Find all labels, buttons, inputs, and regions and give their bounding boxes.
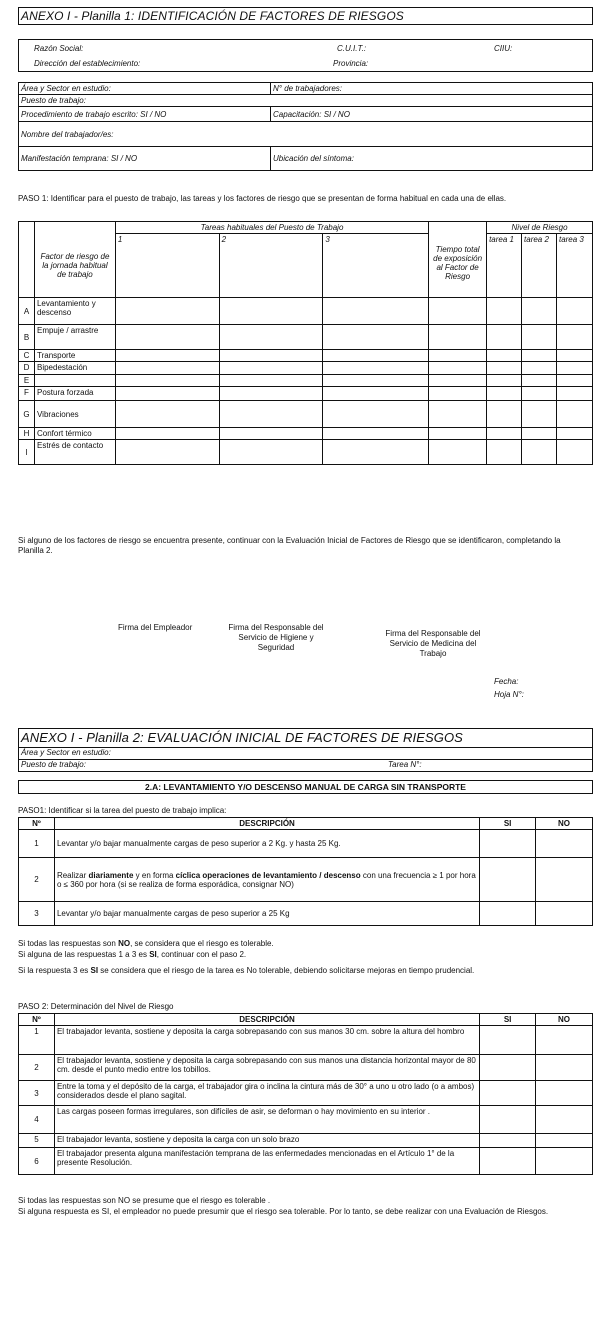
no-cell[interactable] bbox=[536, 1081, 593, 1106]
cell[interactable] bbox=[115, 362, 219, 375]
row-factor: Estrés de contacto bbox=[34, 440, 115, 465]
nivel-col-3: tarea 3 bbox=[556, 234, 592, 298]
row-letter: G bbox=[19, 401, 35, 428]
cuit-label: C.U.I.T.: bbox=[337, 44, 367, 53]
desc-part: Realizar bbox=[56, 870, 89, 880]
nivel-col-2: tarea 2 bbox=[522, 234, 557, 298]
razon-social-label: Razón Social: bbox=[34, 44, 84, 53]
table-row bbox=[19, 1081, 593, 1106]
tareas-header: Tareas habituales del Puesto de Trabajo bbox=[115, 222, 428, 234]
planilla2-header bbox=[18, 728, 593, 772]
cell[interactable] bbox=[219, 387, 323, 401]
row-number: 2 bbox=[19, 858, 55, 902]
cell[interactable] bbox=[522, 362, 557, 375]
cell[interactable] bbox=[556, 428, 592, 440]
row-number: 3 bbox=[19, 902, 55, 926]
no-cell[interactable] bbox=[536, 1106, 593, 1134]
cell[interactable] bbox=[219, 401, 323, 428]
text-bold: NO bbox=[118, 939, 131, 948]
nombre-trabajador-label: Nombre del trabajador/es: bbox=[21, 129, 114, 139]
col-si-header: SI bbox=[480, 818, 536, 830]
text-part: Si la respuesta 3 es bbox=[18, 966, 91, 975]
after-paso2-b: Si alguna respuesta es SI, el empleador no puede presumir que el riesgo sea tolerable. Por lo tanto, se debe realizar con una Evaluación de Riesgos. bbox=[18, 1207, 549, 1216]
row-factor: Postura forzada bbox=[34, 387, 115, 401]
tarea-n-label: Tarea N°: bbox=[388, 760, 422, 769]
n-trabajadores-field[interactable] bbox=[271, 83, 593, 95]
row-number: 2 bbox=[19, 1055, 55, 1081]
desc-bold: cíclica operaciones de levantamiento / descenso bbox=[175, 870, 361, 880]
row-number: 6 bbox=[19, 1148, 55, 1175]
firma-empleador: Firma del Empleador bbox=[118, 623, 193, 632]
cell[interactable] bbox=[522, 375, 557, 387]
cell[interactable] bbox=[323, 298, 429, 325]
no-cell[interactable] bbox=[536, 902, 593, 926]
cell[interactable] bbox=[522, 440, 557, 465]
row-factor: Confort térmico bbox=[34, 428, 115, 440]
area-sector-label: Área y Sector en estudio: bbox=[21, 84, 111, 93]
row-letter: I bbox=[19, 440, 35, 465]
after-paso1-b bbox=[18, 950, 246, 960]
work-info-table bbox=[18, 82, 593, 171]
cell[interactable] bbox=[487, 362, 522, 375]
paso1-instruction: PASO 1: Identificar para el puesto de trabajo, las tareas y los factores de riesgo que se presentan de forma habitual en cada una de ellas. bbox=[18, 194, 507, 203]
table-row bbox=[19, 1148, 593, 1175]
cell[interactable] bbox=[115, 401, 219, 428]
cell[interactable] bbox=[115, 387, 219, 401]
table-row bbox=[19, 1026, 593, 1055]
desc-bold: diariamente bbox=[88, 870, 134, 880]
nivel-col-1: tarea 1 bbox=[487, 234, 522, 298]
cell[interactable] bbox=[487, 375, 522, 387]
procedimiento-label: Procedimiento de trabajo escrito: SI / NO bbox=[21, 109, 167, 119]
cell[interactable] bbox=[556, 401, 592, 428]
si-cell[interactable] bbox=[480, 1106, 536, 1134]
text-part: Si alguna de las respuestas 1 a 3 es bbox=[18, 950, 150, 959]
text-part: Si todas las respuestas son bbox=[18, 939, 119, 948]
cell[interactable] bbox=[429, 298, 487, 325]
cell[interactable] bbox=[219, 440, 323, 465]
hoja-label: Hoja N°: bbox=[494, 690, 524, 699]
text-part: , continuar con el paso 2. bbox=[156, 950, 247, 959]
cell[interactable] bbox=[429, 350, 487, 362]
planilla2-title: ANEXO I - Planilla 2: EVALUACIÓN INICIAL DE FACTORES DE RIESGOS bbox=[21, 730, 463, 745]
no-cell[interactable] bbox=[536, 858, 593, 902]
row-letter: A bbox=[19, 298, 35, 325]
col-si-header: SI bbox=[480, 1014, 536, 1026]
cell[interactable] bbox=[522, 387, 557, 401]
cell[interactable] bbox=[429, 375, 487, 387]
col-no-header: NO bbox=[536, 818, 593, 830]
factor-header: Factor de riesgo de la jornada habitual de trabajo bbox=[34, 234, 115, 298]
paso2-table bbox=[18, 1013, 593, 1175]
row-number: 5 bbox=[19, 1134, 55, 1148]
row-description: El trabajador levanta, sostiene y deposita la carga sobrepasando con sus manos una distancia horizontal mayor de 80 cm. desde el punto medio entre los tobillos. bbox=[54, 1055, 479, 1081]
table-row bbox=[19, 298, 593, 325]
cell[interactable] bbox=[219, 375, 323, 387]
cell[interactable] bbox=[487, 387, 522, 401]
row-number: 1 bbox=[19, 1026, 55, 1055]
no-cell[interactable] bbox=[536, 830, 593, 858]
cell[interactable] bbox=[522, 401, 557, 428]
nombre-trabajador-field[interactable] bbox=[19, 122, 593, 147]
row-description: El trabajador levanta, sostiene y deposita la carga con un solo brazo bbox=[54, 1134, 479, 1148]
cell[interactable] bbox=[487, 440, 522, 465]
si-cell[interactable] bbox=[480, 1055, 536, 1081]
cell[interactable] bbox=[323, 362, 429, 375]
table-row bbox=[19, 325, 593, 350]
cell[interactable] bbox=[522, 325, 557, 350]
text-bold: SI bbox=[149, 950, 157, 959]
area-sector-field[interactable] bbox=[19, 83, 271, 95]
cell[interactable] bbox=[115, 375, 219, 387]
paso1-table bbox=[18, 817, 593, 926]
cell[interactable] bbox=[556, 350, 592, 362]
col-desc-header: DESCRIPCIÓN bbox=[54, 1014, 479, 1026]
after-paso1-a bbox=[18, 939, 274, 949]
table-row bbox=[19, 350, 593, 362]
tarea-col-3: 3 bbox=[323, 234, 429, 298]
cell[interactable] bbox=[487, 401, 522, 428]
row-letter: E bbox=[19, 375, 35, 387]
firma-medicina: Firma del Responsable del Servicio de Medicina del Trabajo bbox=[385, 629, 481, 658]
cell[interactable] bbox=[487, 298, 522, 325]
text-part: , se considera que el riesgo es tolerable. bbox=[130, 939, 274, 948]
cell[interactable] bbox=[219, 362, 323, 375]
planilla2-note: Si alguno de los factores de riesgo se encuentra presente, continuar con la Evaluación Inicial de Factores de Riesgo que se identificaron, completando la Planilla 2. bbox=[18, 536, 561, 555]
cell[interactable] bbox=[323, 387, 429, 401]
tarea-col-1: 1 bbox=[115, 234, 219, 298]
cell[interactable] bbox=[323, 350, 429, 362]
cell[interactable] bbox=[115, 350, 219, 362]
row-factor bbox=[34, 375, 115, 387]
factors-table bbox=[18, 221, 593, 465]
no-cell[interactable] bbox=[536, 1026, 593, 1055]
manifestacion-field[interactable] bbox=[19, 147, 271, 171]
table-row bbox=[19, 428, 593, 440]
cell[interactable] bbox=[323, 401, 429, 428]
si-cell[interactable] bbox=[480, 858, 536, 902]
nivel-header: Nivel de Riesgo bbox=[487, 222, 593, 234]
row-description: Entre la toma y el depósito de la carga, el trabajador gira o inclina la cintura más de 30° a uno u otro lado (o a ambos) considerados desde el plano sagital. bbox=[54, 1081, 479, 1106]
cell[interactable] bbox=[556, 387, 592, 401]
cell[interactable] bbox=[556, 375, 592, 387]
after-paso2-a: Si todas las respuestas son NO se presume que el riesgo es tolerable . bbox=[18, 1196, 271, 1205]
planilla1-title-box bbox=[18, 7, 593, 25]
cell[interactable] bbox=[323, 440, 429, 465]
puesto-field[interactable] bbox=[19, 95, 593, 107]
cell[interactable] bbox=[522, 428, 557, 440]
text-bold: SI bbox=[90, 966, 99, 975]
row-description bbox=[54, 858, 479, 902]
row-factor: Empuje / arrastre bbox=[34, 325, 115, 350]
table-row bbox=[19, 387, 593, 401]
row-description: Las cargas poseen formas irregulares, son difíciles de asir, se deforman o hay movimiento en su interior . bbox=[54, 1106, 479, 1134]
tiempo-header: Tiempo total de exposición al Factor de Riesgo bbox=[429, 222, 487, 298]
cell[interactable] bbox=[323, 375, 429, 387]
cell[interactable] bbox=[323, 325, 429, 350]
ubicacion-sintoma-label: Ubicación del síntoma: bbox=[273, 154, 354, 163]
ciiu-label: CIIU: bbox=[494, 44, 513, 53]
row-letter: H bbox=[19, 428, 35, 440]
provincia-label: Provincia: bbox=[333, 59, 369, 68]
table-row bbox=[19, 401, 593, 428]
cell[interactable] bbox=[219, 298, 323, 325]
cell[interactable] bbox=[487, 428, 522, 440]
capacitacion-label: Capacitación: SI / NO bbox=[273, 109, 350, 119]
fecha-label: Fecha: bbox=[494, 677, 519, 686]
manifestacion-label: Manifestación temprana: SI / NO bbox=[21, 154, 138, 163]
col-no-header: NO bbox=[536, 1014, 593, 1026]
row-factor: Vibraciones bbox=[34, 401, 115, 428]
row-letter: C bbox=[19, 350, 35, 362]
cell[interactable] bbox=[429, 325, 487, 350]
col-n-header: Nº bbox=[19, 818, 55, 830]
col-n-header: Nº bbox=[19, 1014, 55, 1026]
section-2a-title: 2.A: LEVANTAMIENTO Y/O DESCENSO MANUAL DE CARGA SIN TRANSPORTE bbox=[145, 782, 466, 792]
paso2-intro: PASO 2: Determinación del Nivel de Riesgo bbox=[18, 1002, 174, 1011]
cell[interactable] bbox=[219, 325, 323, 350]
desc-part: y en forma bbox=[133, 870, 176, 880]
factor-header-top bbox=[34, 222, 115, 234]
row-factor: Transporte bbox=[34, 350, 115, 362]
table-row bbox=[19, 375, 593, 387]
paso1-intro: PASO1: Identificar si la tarea del puesto de trabajo implica: bbox=[18, 806, 227, 815]
row-letter: D bbox=[19, 362, 35, 375]
text-part: se considera que el riesgo de la tarea es No tolerable, debiendo solicitarse mejoras en tiempo prudencial. bbox=[98, 966, 475, 975]
direccion-label: Dirección del establecimiento: bbox=[34, 59, 141, 68]
col-desc-header: DESCRIPCIÓN bbox=[54, 818, 479, 830]
no-cell[interactable] bbox=[536, 1055, 593, 1081]
planilla1-title: ANEXO I - Planilla 1: IDENTIFICACIÓN DE FACTORES DE RIESGOS bbox=[21, 9, 404, 23]
row-number: 1 bbox=[19, 830, 55, 858]
table-row bbox=[19, 440, 593, 465]
table-row bbox=[19, 1106, 593, 1134]
cell[interactable] bbox=[556, 298, 592, 325]
cell[interactable] bbox=[522, 350, 557, 362]
cell[interactable] bbox=[556, 362, 592, 375]
no-cell[interactable] bbox=[536, 1134, 593, 1148]
row-letter: B bbox=[19, 325, 35, 350]
cell[interactable] bbox=[115, 298, 219, 325]
cell[interactable] bbox=[115, 325, 219, 350]
si-cell[interactable] bbox=[480, 830, 536, 858]
p2-puesto-label: Puesto de trabajo: bbox=[21, 760, 86, 769]
no-cell[interactable] bbox=[536, 1148, 593, 1175]
table-row bbox=[19, 858, 593, 902]
cell[interactable] bbox=[429, 401, 487, 428]
cell[interactable] bbox=[429, 440, 487, 465]
capacitacion-field[interactable] bbox=[271, 107, 593, 122]
table-row bbox=[19, 362, 593, 375]
row-description: El trabajador levanta, sostiene y deposita la carga sobrepasando con sus manos 30 cm. sobre la altura del hombro bbox=[54, 1026, 479, 1055]
row-number: 4 bbox=[19, 1106, 55, 1134]
row-description: El trabajador presenta alguna manifestación temprana de las enfermedades mencionadas en el Artículo 1° de la presente Resolución. bbox=[54, 1148, 479, 1175]
row-factor: Levantamiento y descenso bbox=[34, 298, 115, 325]
cell[interactable] bbox=[115, 428, 219, 440]
desc-part: con una frecuencia ≥ 1 por hora o ≤ 360 por hora (si se realiza de forma esporádica, consignar NO) bbox=[56, 870, 476, 889]
row-description: Levantar y/o bajar manualmente cargas de peso superior a 25 Kg bbox=[54, 902, 479, 926]
ubicacion-sintoma-field[interactable] bbox=[271, 147, 593, 171]
puesto-label: Puesto de trabajo: bbox=[21, 96, 86, 105]
table-row bbox=[19, 1055, 593, 1081]
cell[interactable] bbox=[556, 440, 592, 465]
si-cell[interactable] bbox=[480, 902, 536, 926]
after-paso1-c bbox=[18, 966, 588, 976]
row-number: 3 bbox=[19, 1081, 55, 1106]
cell[interactable] bbox=[323, 428, 429, 440]
cell[interactable] bbox=[219, 350, 323, 362]
cell[interactable] bbox=[429, 362, 487, 375]
cell[interactable] bbox=[219, 428, 323, 440]
table-row bbox=[19, 1134, 593, 1148]
si-cell[interactable] bbox=[480, 1134, 536, 1148]
row-description: Levantar y/o bajar manualmente cargas de peso superior a 2 Kg. y hasta 25 Kg. bbox=[54, 830, 479, 858]
divider bbox=[19, 759, 592, 760]
row-factor: Bipedestación bbox=[34, 362, 115, 375]
cell[interactable] bbox=[429, 428, 487, 440]
row-letter: F bbox=[19, 387, 35, 401]
tarea-col-2: 2 bbox=[219, 234, 323, 298]
p2-area-sector-label: Área y Sector en estudio: bbox=[21, 748, 111, 757]
cell[interactable] bbox=[522, 298, 557, 325]
cell[interactable] bbox=[115, 440, 219, 465]
cell[interactable] bbox=[556, 325, 592, 350]
cell[interactable] bbox=[429, 387, 487, 401]
si-cell[interactable] bbox=[480, 1148, 536, 1175]
section-2a-box bbox=[18, 780, 593, 794]
letter-header bbox=[19, 222, 35, 298]
table-row bbox=[19, 902, 593, 926]
table-row bbox=[19, 830, 593, 858]
si-cell[interactable] bbox=[480, 1081, 536, 1106]
n-trabajadores-label: N° de trabajadores: bbox=[273, 84, 343, 93]
si-cell[interactable] bbox=[480, 1026, 536, 1055]
firma-higiene: Firma del Responsable del Servicio de Higiene y Seguridad bbox=[228, 623, 324, 652]
cell[interactable] bbox=[487, 325, 522, 350]
cell[interactable] bbox=[487, 350, 522, 362]
procedimiento-field[interactable] bbox=[19, 107, 271, 122]
